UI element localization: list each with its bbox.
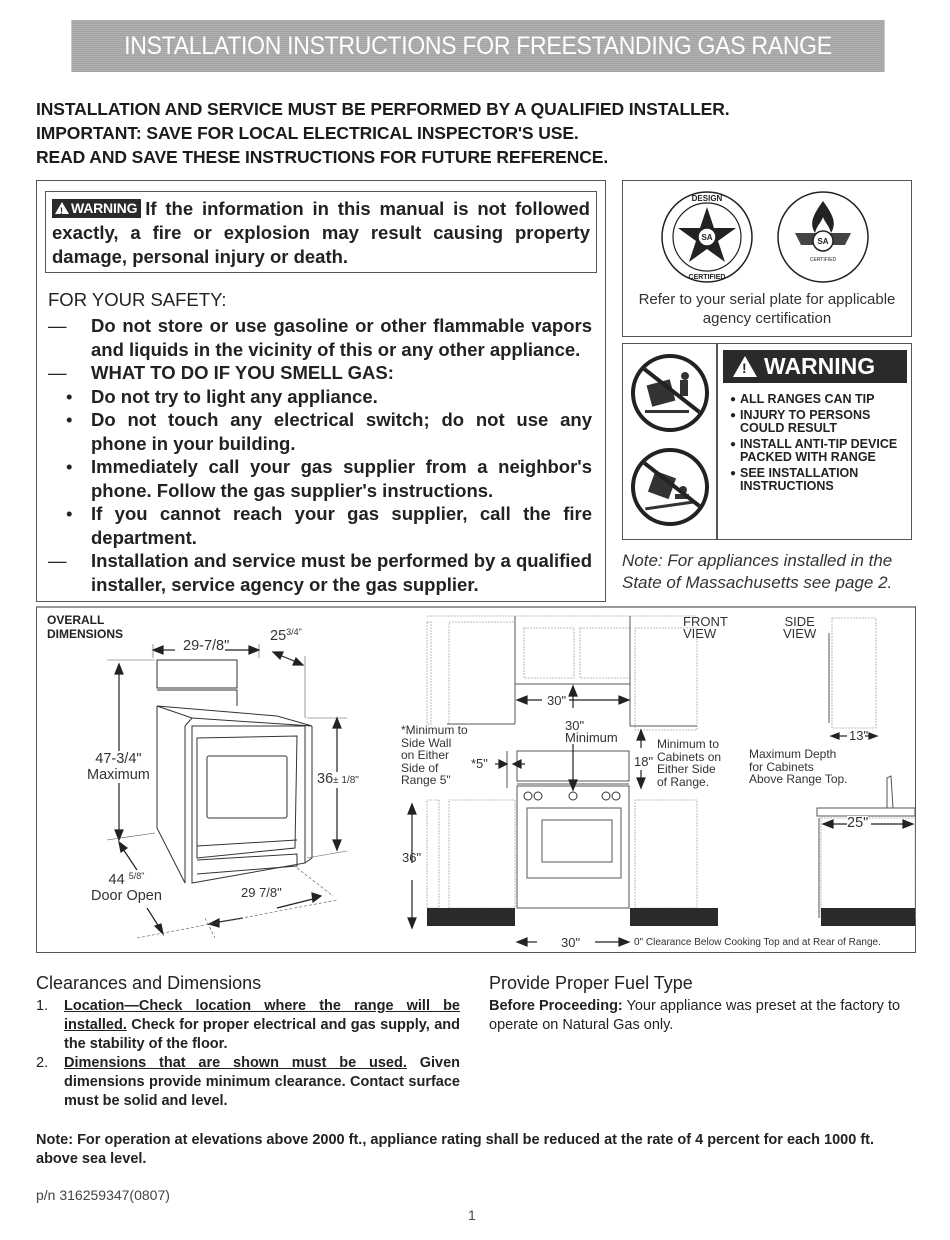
- svg-text:CERTIFIED: CERTIFIED: [688, 274, 726, 281]
- warning-text: If the information in this manual is not followed exactly, a fire or explosion may result causing property damage, personal injury or death.: [52, 198, 590, 267]
- anti-tip-warning-box: [622, 343, 912, 540]
- vertical-clearance-dimension: 30" Minimum: [565, 718, 618, 745]
- tip-warning-list: [730, 393, 910, 496]
- width-top-dimension: 29-7/8": [183, 638, 230, 654]
- svg-text:SA: SA: [817, 237, 829, 246]
- intro-line-3: READ AND SAVE THESE INSTRUCTIONS FOR FUTURE REFERENCE.: [36, 147, 609, 167]
- safety-item: • Do not touch any electrical switch; do not use any phone in your building.: [66, 409, 592, 454]
- tip-warning-item: ● INJURY TO PERSONS COULD RESULT: [730, 408, 871, 435]
- certification-box: [622, 180, 912, 337]
- intro-line-2: IMPORTANT: SAVE FOR LOCAL ELECTRICAL INSPECTOR'S USE.: [36, 123, 579, 143]
- svg-text:SA: SA: [701, 233, 713, 242]
- door-open-dimension: 44 $^{5/8"}$ Door Open: [91, 871, 162, 904]
- warning-triangle-icon: [733, 356, 757, 377]
- clearance-item: 1. Location—Check location where the range will be installed. Check for proper electrical and gas supply, and the stability of the floor.: [36, 998, 460, 1052]
- tip-warning-item: ● INSTALL ANTI-TIP DEVICE PACKED WITH RANGE: [730, 437, 898, 464]
- side-view-label: SIDE VIEW: [783, 614, 817, 641]
- front-view-label: FRONT VIEW: [683, 614, 728, 641]
- gas-certified-seal-icon: [775, 189, 871, 285]
- max-height-dimension: 47-3/4" Maximum: [87, 751, 150, 783]
- part-number: p/n 316259347(0807): [36, 1187, 170, 1203]
- intro-line-1: INSTALLATION AND SERVICE MUST BE PERFORMED BY A QUALIFIED INSTALLER.: [36, 99, 730, 119]
- massachusetts-note: Note: For appliances installed in the State of Massachusetts see page 2.: [622, 551, 893, 592]
- cabinet-depth-dimension: 13": [849, 728, 869, 743]
- counter-height-dimension: 36": [402, 850, 422, 865]
- certification-caption: Refer to your serial plate for applicable agency certification: [638, 291, 896, 327]
- svg-text:CERTIFIED: CERTIFIED: [809, 257, 837, 263]
- cabinet-clearance-note: Minimum to Cabinets on Either Side of Range.: [657, 737, 722, 789]
- safety-item: • If you cannot reach your gas supplier, call the fire department.: [66, 503, 592, 548]
- safety-item: • Do not try to light any appliance.: [66, 385, 378, 407]
- side-wall-note: *Minimum to Side Wall on Either Side of Range 5": [401, 723, 468, 787]
- cabinet-width-dimension: 30": [547, 693, 567, 708]
- page-title: INSTALLATION INSTRUCTIONS FOR FREESTANDING GAS RANGE: [124, 31, 832, 60]
- safety-item: — Installation and service must be performed by a qualified installer, service agency or the gas supplier.: [48, 550, 592, 595]
- cabinet-depth-note: Maximum Depth for Cabinets Above Range Top.: [749, 747, 848, 786]
- warning-triangle-icon: [55, 202, 69, 214]
- svg-text:DESIGN: DESIGN: [691, 194, 723, 203]
- width-bottom-dimension: 29 7/8": [241, 885, 282, 900]
- counter-depth-dimension: 25": [847, 815, 869, 831]
- tip-warning-item: ● SEE INSTALLATION INSTRUCTIONS: [730, 466, 859, 493]
- clearance-item: 2. Dimensions that are shown must be used. Given dimensions provide minimum clearance. Contact surface must be solid and level.: [36, 1055, 460, 1109]
- no-tip-climbing-icon: [631, 354, 709, 432]
- design-certified-seal-icon: [659, 189, 755, 285]
- clearances-list: [36, 997, 460, 1111]
- depth-dimension: $25^{3/4"}$: [270, 627, 302, 644]
- clearance-note: 0" Clearance Below Cooking Top and at Rear of Range.: [634, 937, 881, 948]
- overall-dimensions-label: OVERALL DIMENSIONS: [47, 613, 124, 641]
- warning-badge: !WARNING: [52, 199, 141, 218]
- page-title-banner: [71, 20, 884, 72]
- safety-item: • Immediately call your gas supplier from a neighbor's phone. Follow the gas supplier's instructions.: [66, 456, 592, 501]
- page-number: 1: [468, 1207, 476, 1223]
- fuel-heading: Provide Proper Fuel Type: [489, 973, 693, 993]
- fuel-text: Before Proceeding: Your appliance was preset at the factory to operate on Natural Gas only.: [489, 998, 901, 1033]
- cooktop-height-dimension: 36± 1/8": [317, 771, 359, 787]
- safety-box: [36, 180, 606, 602]
- elevation-note: Note: For operation at elevations above 2000 ft., appliance rating shall be reduced at the rate of 4 percent for each 1000 ft. above sea level.: [36, 1132, 875, 1167]
- safety-title: FOR YOUR SAFETY:: [48, 289, 227, 310]
- tip-warning-item: ● ALL RANGES CAN TIP: [730, 392, 875, 406]
- intro-block: [36, 97, 916, 169]
- warning-callout: [45, 191, 597, 273]
- dimensions-diagram: [36, 606, 916, 953]
- side-wall-dimension: *5": [471, 756, 488, 771]
- tip-warning-header: ! WARNING: [723, 350, 907, 383]
- safety-list: [48, 314, 592, 596]
- tip-divider: [716, 344, 718, 539]
- no-tip-over-icon: [631, 448, 709, 526]
- safety-item: — WHAT TO DO IF YOU SMELL GAS:: [48, 362, 394, 383]
- cabinet-clearance-dimension: 18": [634, 754, 654, 769]
- range-width-dimension: 30": [561, 935, 581, 950]
- safety-item: — Do not store or use gasoline or other flammable vapors and liquids in the vicinity of this or any other appliance.: [48, 315, 592, 360]
- clearances-heading: Clearances and Dimensions: [36, 973, 262, 993]
